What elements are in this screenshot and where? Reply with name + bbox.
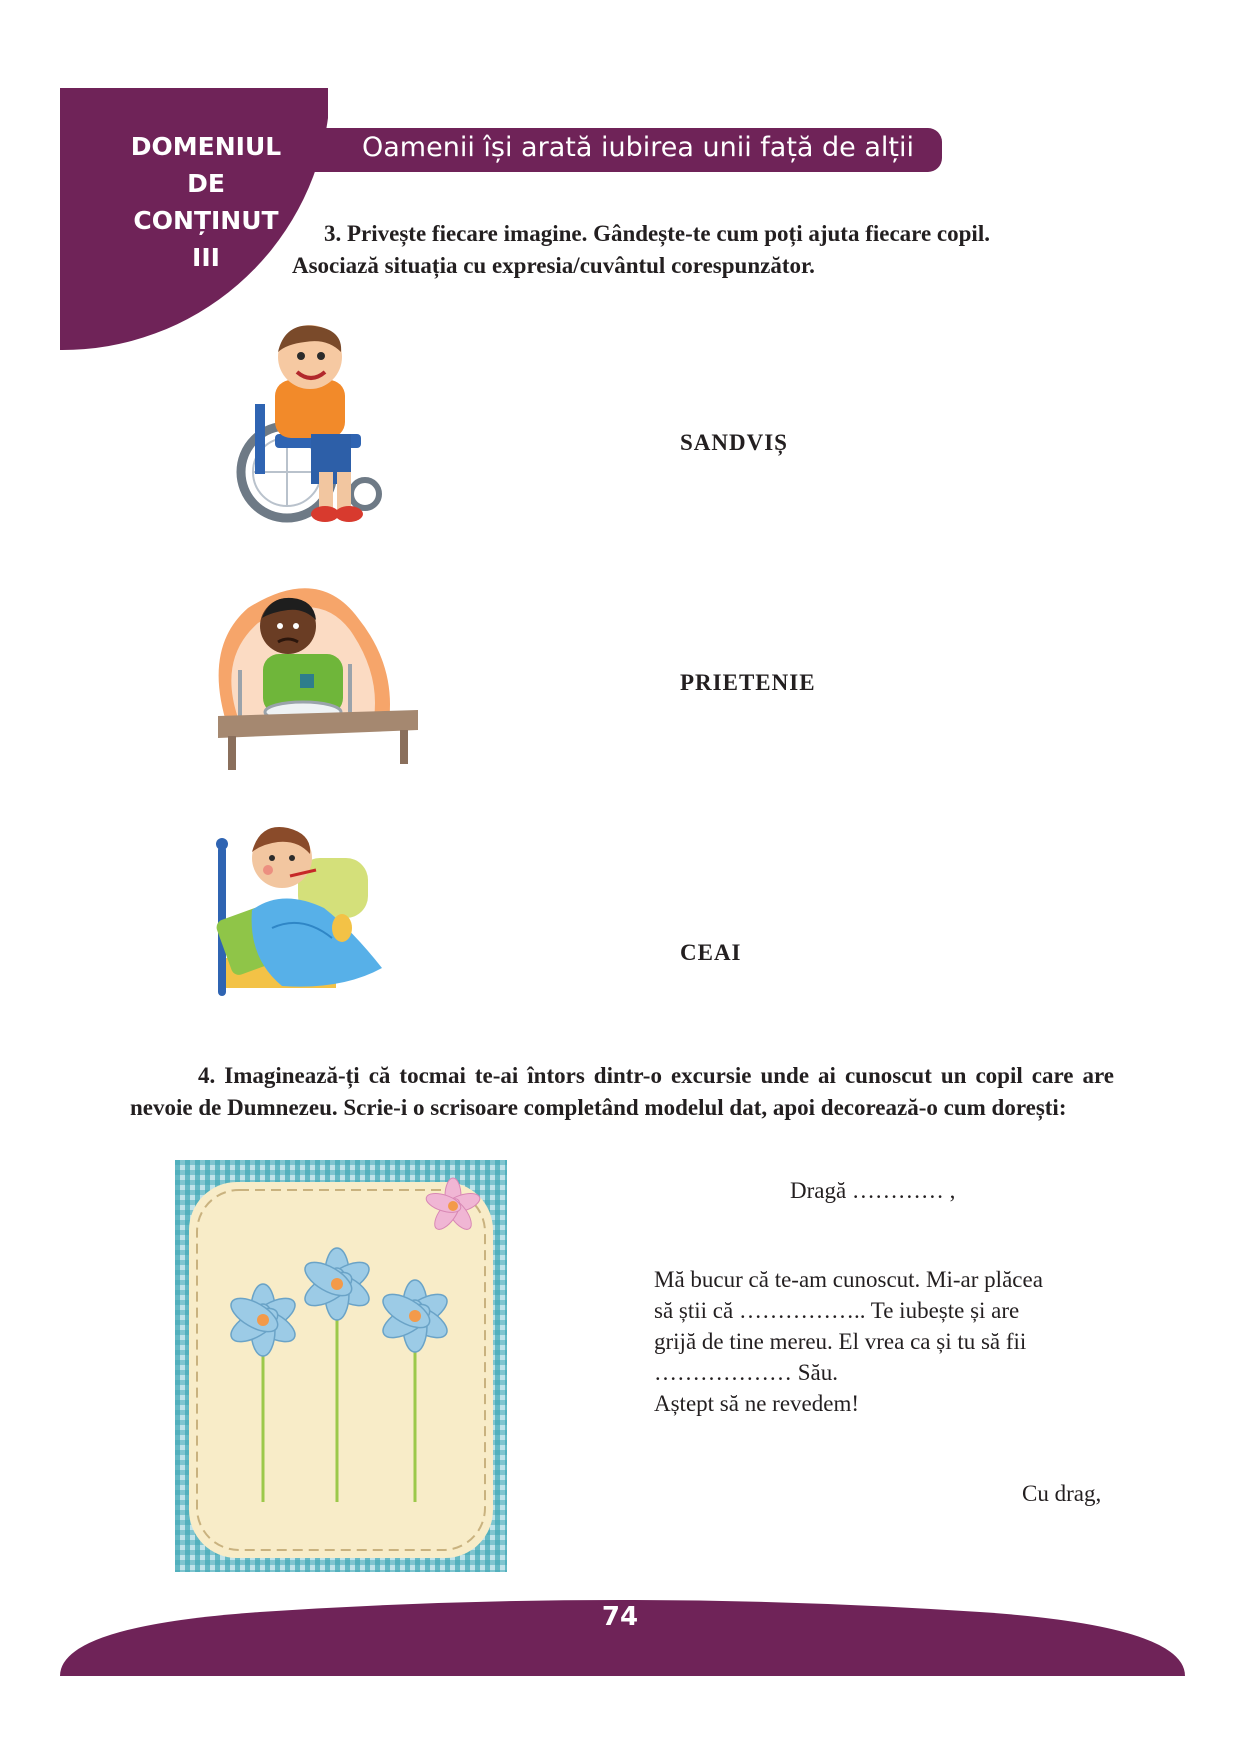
letter-line: Mă bucur că te-am cunoscut. Mi-ar plăcea — [654, 1267, 1043, 1292]
hungry-boy-illustration — [208, 578, 428, 783]
page-title: Oamenii își arată iubirea unii față de alții — [362, 132, 915, 163]
letter-body — [654, 1264, 1114, 1419]
page-number: 74 — [601, 1602, 639, 1632]
wheelchair-boy-illustration — [215, 322, 415, 537]
exercise3-line1: 3. Privește fiecare imagine. Gândește-te cum poți ajuta fiecare copil. — [324, 221, 990, 246]
letter-card-illustration — [175, 1160, 507, 1577]
domain-line: III — [192, 243, 220, 272]
domain-line: DE — [187, 169, 225, 198]
word-prietenie: PRIETENIE — [680, 670, 816, 695]
domain-line: CONȚINUT — [133, 206, 279, 235]
word-sandvis: SANDVIȘ — [680, 430, 788, 455]
letter-line: grijă de tine mereu. El vrea ca și tu să fii — [654, 1329, 1027, 1354]
letter-line: Aștept să ne revedem! — [654, 1391, 860, 1416]
letter-closing: Cu drag, — [1022, 1481, 1102, 1506]
domain-label — [118, 128, 294, 276]
exercise3-line2: Asociază situația cu expresia/cuvântul corespunzător. — [292, 253, 815, 278]
sick-child-illustration — [212, 818, 412, 1003]
letter-greeting: Dragă ………… , — [790, 1178, 956, 1203]
exercise4-instructions: 4. Imaginează-ți că tocmai te-ai întors dintr-o excursie unde ai cunoscut un copil care are nevoie de Dumnezeu. Scrie-i o scrisoare completând modelul dat, apoi decorează-o cum dorești: — [130, 1063, 1114, 1120]
word-ceai: CEAI — [680, 940, 742, 965]
letter-line: să știi că …………….. Te iubește și are — [654, 1298, 1020, 1323]
domain-line: DOMENIUL — [130, 132, 282, 161]
letter-line: ……………… Său. — [654, 1360, 838, 1385]
